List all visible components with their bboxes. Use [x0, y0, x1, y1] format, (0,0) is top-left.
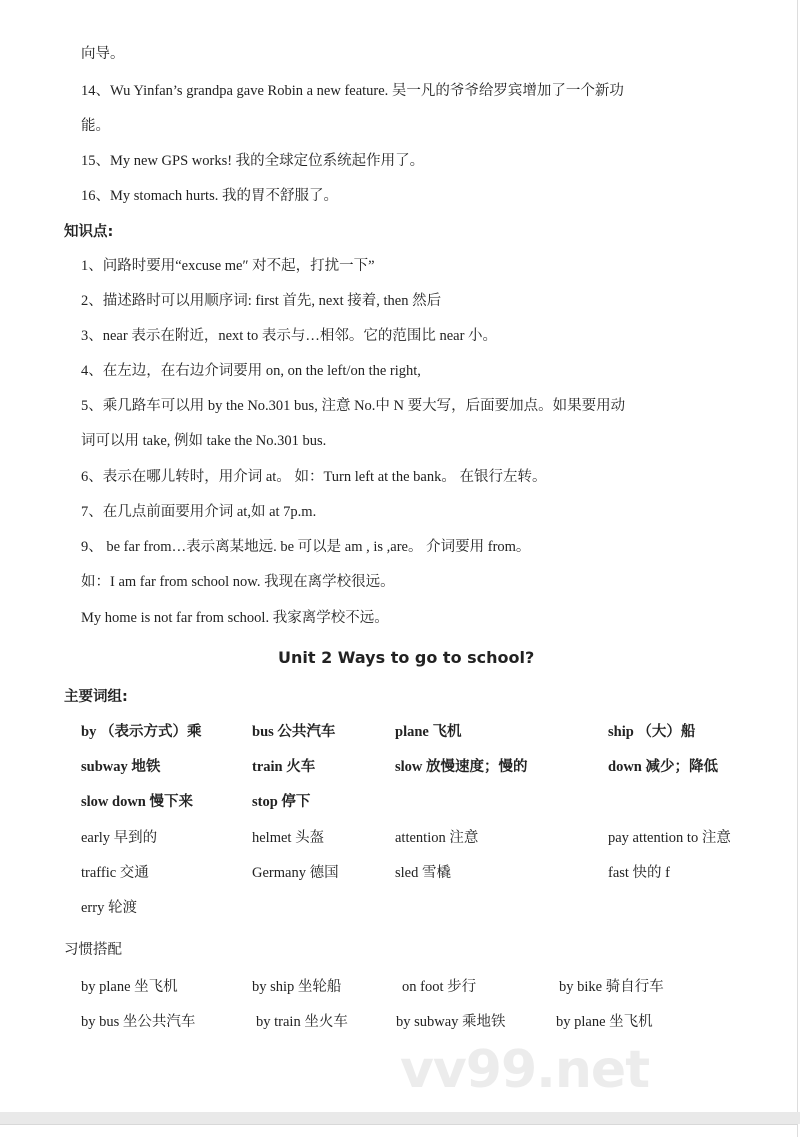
vocab-entry: by train 坐火车 [256, 1014, 348, 1030]
text-line: 词可以用 take, 例如 take the No.301 bus. [81, 433, 327, 449]
text-line: 5、乘几路车可以用 by the No.301 bus, 注意 No.中 N 要大写，后面要加点。如果要用动 [81, 398, 626, 414]
unit-title: Unit 2 Ways to go to school? [278, 648, 535, 667]
text-line: 7、在几点前面要用介词 at,如 at 7p.m. [81, 504, 317, 520]
text-line: 向导。 [81, 46, 125, 62]
text-line: 4、在左边，在右边介词要用 on, on the left/on the right, [81, 363, 421, 379]
next-page [0, 1124, 798, 1137]
vocab-entry: early 早到的 [81, 830, 158, 846]
vocab-entry: slow down 慢下来 [81, 794, 193, 810]
vocab-entry: plane 飞机 [395, 724, 462, 740]
vocab-entry: stop 停下 [252, 794, 311, 810]
text-line: 1、问路时要用“excuse me″ 对不起，打扰一下” [81, 258, 375, 274]
vocab-entry: fast 快的 f [608, 865, 671, 881]
vocab-entry: helmet 头盔 [252, 830, 325, 846]
vocab-entry: by plane 坐飞机 [556, 1014, 653, 1030]
vocab-entry: erry 轮渡 [81, 900, 137, 916]
vocab-entry: Germany 德国 [252, 865, 339, 881]
text-line: 如：I am far from school now. 我现在离学校很远。 [81, 574, 395, 590]
vocab-entry: by plane 坐飞机 [81, 979, 178, 995]
vocab-entry: by subway 乘地铁 [396, 1014, 506, 1030]
watermark: vv99.net [400, 1040, 650, 1100]
text-line: 16、My stomach hurts. 我的胃不舒服了。 [81, 188, 338, 204]
text-line: 6、表示在哪儿转时，用介词 at。 如：Turn left at the bank。 在银行左转。 [81, 469, 547, 485]
vocab-entry: train 火车 [252, 759, 316, 775]
vocab-entry: sled 雪橇 [395, 865, 451, 881]
vocab-entry: on foot 步行 [402, 979, 477, 995]
vocab-entry: pay attention to 注意 [608, 830, 731, 846]
vocab-entry: by ship 坐轮船 [252, 979, 342, 995]
vocab-entry: attention 注意 [395, 830, 479, 846]
vocab-entry: by bike 骑自行车 [559, 979, 664, 995]
section-heading: 知识点: [64, 224, 114, 240]
section-heading: 习惯搭配 [64, 942, 122, 958]
vocab-entry: bus 公共汽车 [252, 724, 336, 740]
text-line: 14、Wu Yinfan’s grandpa gave Robin a new feature. 吴一凡的爷爷给罗宾增加了一个新功 [81, 83, 624, 99]
vocab-entry: traffic 交通 [81, 865, 149, 881]
vocab-entry: ship （大）船 [608, 724, 696, 740]
vocab-entry: by （表示方式）乘 [81, 724, 202, 740]
text-line: 能。 [81, 118, 110, 134]
vocab-entry: down 减少；降低 [608, 759, 718, 775]
section-heading: 主要词组: [64, 689, 128, 705]
page-gap [0, 1112, 800, 1124]
vocab-entry: by bus 坐公共汽车 [81, 1014, 196, 1030]
vocab-entry: slow 放慢速度；慢的 [395, 759, 528, 775]
text-line: My home is not far from school. 我家离学校不远。 [81, 610, 389, 626]
text-line: 15、My new GPS works! 我的全球定位系统起作用了。 [81, 153, 425, 169]
text-line: 2、描述路时可以用顺序词: first 首先, next 接着, then 然后 [81, 293, 442, 309]
vocab-entry: subway 地铁 [81, 759, 161, 775]
text-line: 3、near 表示在附近，next to 表示与…相邻。它的范围比 near 小。 [81, 328, 498, 344]
text-line: 9、 be far from…表示离某地远. be 可以是 am , is ,are。 介词要用 from。 [81, 539, 531, 555]
